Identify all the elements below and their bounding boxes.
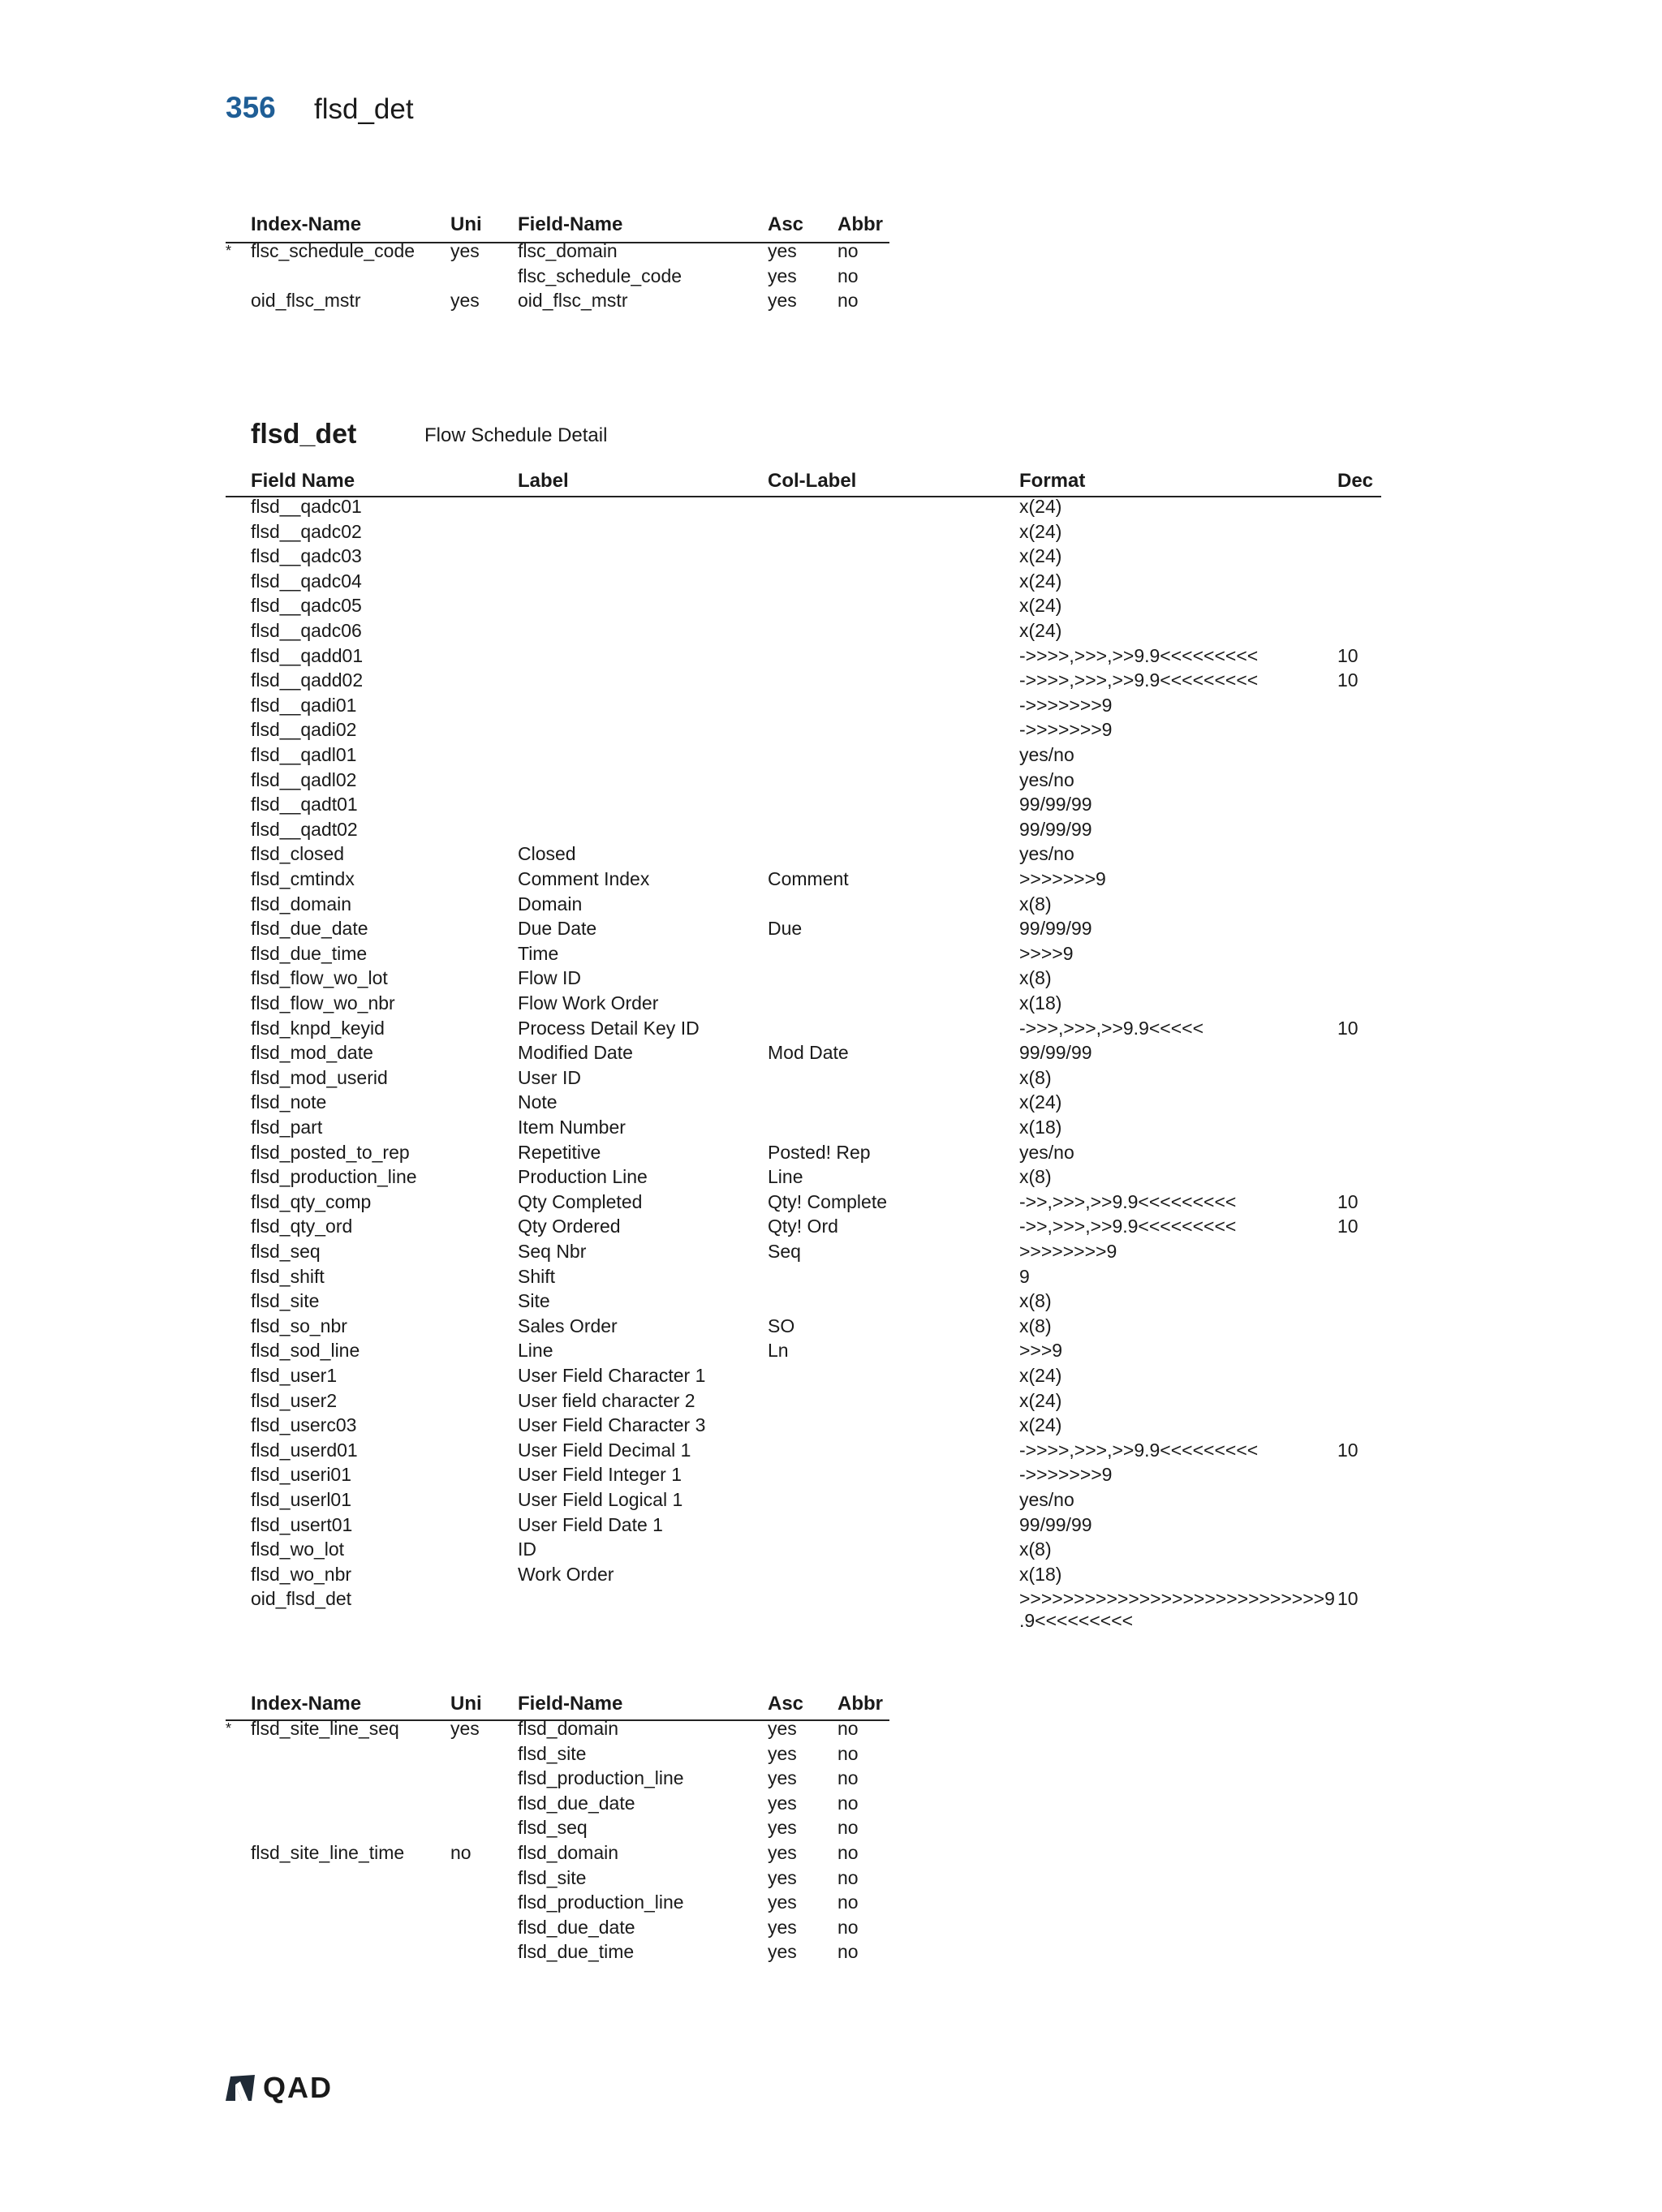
table-row [0, 966, 1662, 990]
primary-index-marker: * [226, 243, 232, 259]
table-row [0, 264, 1662, 288]
cell-label: Qty Completed [518, 1190, 643, 1212]
cell-format: x(24) [1019, 1365, 1062, 1386]
cell-field-name: flsd_domain [518, 1718, 619, 1739]
cell-format: ->>>>,>>>,>>9.9<<<<<<<<< [1019, 1439, 1259, 1461]
cell-format: yes/no [1019, 1141, 1074, 1163]
cell-field-name: flsd_site [518, 1866, 587, 1888]
cell-format: x(8) [1019, 1290, 1052, 1312]
table-row [0, 1716, 1662, 1741]
cell-abbr: no [837, 1941, 859, 1963]
cell-field-name: flsc_schedule_code [518, 265, 682, 286]
cell-label: Qty Ordered [518, 1216, 621, 1237]
table-row [0, 1840, 1662, 1865]
cell-format: ->>>>>>>9 [1019, 1464, 1113, 1486]
table-row [0, 1438, 1662, 1462]
cell-index-name: flsd_site_line_seq [251, 1718, 399, 1739]
cell-dec: 10 [1337, 1439, 1358, 1461]
cell-dec: 10 [1337, 669, 1358, 691]
cell-uni: yes [450, 240, 480, 261]
cell-field-name: flsd_seq [251, 1241, 321, 1262]
table-row [0, 239, 1662, 263]
cell-index-name: flsc_schedule_code [251, 240, 416, 261]
table-row [0, 1866, 1662, 1890]
table-row [0, 916, 1662, 940]
qad-logo-icon [224, 2073, 256, 2102]
cell-format: x(24) [1019, 496, 1062, 517]
cell-field-name: flsd_sod_line [251, 1340, 360, 1362]
table-row [0, 1586, 1662, 1632]
cell-index-name: oid_flsc_mstr [251, 290, 361, 312]
cell-abbr: no [837, 240, 859, 261]
cell-format: x(18) [1019, 1117, 1062, 1138]
cell-format: x(24) [1019, 1091, 1062, 1113]
cell-format: x(8) [1019, 893, 1052, 914]
table-row [0, 1562, 1662, 1586]
qad-logo-text: QAD [263, 2071, 333, 2104]
table-row [0, 544, 1662, 568]
cell-field-name: flsd_due_time [518, 1941, 635, 1963]
cell-format: ->>>>,>>>,>>9.9<<<<<<<<< [1019, 669, 1259, 691]
table-row [0, 742, 1662, 767]
col-abbr: Abbr [837, 213, 883, 235]
cell-label: Line [518, 1340, 553, 1362]
cell-field-name: flsd__qadi01 [251, 694, 357, 716]
cell-field-name: oid_flsd_det [251, 1588, 352, 1610]
cell-field-name: flsd_knpd_keyid [251, 1017, 385, 1039]
cell-format: x(24) [1019, 620, 1062, 641]
cell-asc: yes [768, 1891, 797, 1913]
col-asc: Asc [768, 213, 804, 235]
table-row [0, 1214, 1662, 1238]
cell-abbr: no [837, 1842, 859, 1863]
cell-field-name: flsd_wo_lot [251, 1539, 345, 1560]
cell-abbr: no [837, 1718, 859, 1739]
table-row [0, 1140, 1662, 1164]
cell-format: yes/no [1019, 744, 1074, 765]
cell-col-label: Mod Date [768, 1042, 849, 1064]
cell-abbr: no [837, 1817, 859, 1839]
table-row [0, 569, 1662, 593]
cell-label: User Field Logical 1 [518, 1489, 683, 1510]
cell-field-name: flsd_due_date [518, 1792, 635, 1814]
cell-label: ID [518, 1539, 536, 1560]
cell-label: Comment Index [518, 868, 650, 889]
cell-field-name: flsd__qadc01 [251, 496, 362, 517]
cell-field-name: flsd_flow_wo_nbr [251, 992, 395, 1013]
table-row [0, 1413, 1662, 1437]
cell-col-label: SO [768, 1315, 795, 1336]
cell-label: User Field Character 1 [518, 1365, 706, 1386]
table-row [0, 717, 1662, 742]
cell-asc: yes [768, 1718, 797, 1739]
cell-format: x(8) [1019, 1539, 1052, 1560]
cell-field-name: flsd_mod_date [251, 1042, 373, 1064]
table-row [0, 817, 1662, 841]
cell-format: x(18) [1019, 992, 1062, 1013]
cell-field-name: flsd_production_line [251, 1166, 417, 1188]
cell-format: yes/no [1019, 768, 1074, 790]
cell-asc: yes [768, 1941, 797, 1963]
cell-label: User Field Date 1 [518, 1513, 663, 1535]
cell-format: x(24) [1019, 520, 1062, 542]
table-row [0, 1289, 1662, 1313]
cell-label: Modified Date [518, 1042, 633, 1064]
cell-label: Production Line [518, 1166, 648, 1188]
cell-field-name: flsd_useri01 [251, 1464, 352, 1486]
cell-format-continued: .9<<<<<<<<< [1019, 1610, 1134, 1632]
cell-field-name: flsd_part [251, 1117, 323, 1138]
cell-field-name: flsd_cmtindx [251, 868, 355, 889]
cell-asc: yes [768, 1916, 797, 1938]
cell-field-name: flsd__qadl01 [251, 744, 357, 765]
cell-field-name: flsd_domain [251, 893, 352, 914]
table-row [0, 288, 1662, 312]
cell-format: ->>,>>>,>>9.9<<<<<<<<< [1019, 1190, 1237, 1212]
cell-field-name: flsd__qadc06 [251, 620, 362, 641]
page-section-title: flsd_det [314, 93, 414, 125]
cell-dec: 10 [1337, 1588, 1358, 1610]
cell-format: x(24) [1019, 595, 1062, 617]
cell-label: Repetitive [518, 1141, 601, 1163]
table-row [0, 1065, 1662, 1090]
col-abbr: Abbr [837, 1693, 883, 1715]
table-row [0, 892, 1662, 916]
cell-col-label: Posted! Rep [768, 1141, 871, 1163]
cell-field-name: flsd_so_nbr [251, 1315, 347, 1336]
cell-abbr: no [837, 265, 859, 286]
table-row [0, 1939, 1662, 1964]
cell-field-name: flsd_qty_comp [251, 1190, 372, 1212]
col-field-name: Field-Name [518, 213, 623, 235]
table-row [0, 1815, 1662, 1840]
cell-format: 99/99/99 [1019, 818, 1092, 840]
table-row [0, 1090, 1662, 1114]
table-row [0, 1264, 1662, 1289]
cell-asc: yes [768, 265, 797, 286]
cell-format: ->>,>>>,>>9.9<<<<<<<<< [1019, 1216, 1237, 1237]
cell-field-name: flsd__qadl02 [251, 768, 357, 790]
cell-field-name: flsd_production_line [518, 1767, 684, 1789]
page-number: 356 [226, 91, 276, 124]
cell-format: 99/99/99 [1019, 1513, 1092, 1535]
cell-format: x(8) [1019, 1315, 1052, 1336]
cell-format: x(24) [1019, 1414, 1062, 1436]
cell-field-name: flsd__qadc03 [251, 545, 362, 567]
cell-field-name: flsd_userd01 [251, 1439, 358, 1461]
cell-asc: yes [768, 1792, 797, 1814]
col-asc: Asc [768, 1693, 804, 1715]
cell-label: Due Date [518, 918, 597, 940]
cell-label: Shift [518, 1265, 556, 1287]
qad-logo [224, 2072, 346, 2104]
table-row [0, 768, 1662, 792]
cell-field-name: flsd_due_time [251, 942, 368, 964]
cell-asc: yes [768, 1767, 797, 1789]
table-row [0, 1537, 1662, 1561]
table-row [0, 519, 1662, 544]
cell-col-label: Comment [768, 868, 849, 889]
cell-abbr: no [837, 1742, 859, 1764]
cell-field-name: oid_flsc_mstr [518, 290, 628, 312]
cell-label: Process Detail Key ID [518, 1017, 700, 1039]
cell-format: >>>>>>>9 [1019, 868, 1106, 889]
cell-field-name: flsd_userc03 [251, 1414, 357, 1436]
cell-col-label: Qty! Complete [768, 1190, 887, 1212]
cell-field-name: flsd_mod_userid [251, 1066, 388, 1088]
table-row [0, 1239, 1662, 1263]
cell-abbr: no [837, 1916, 859, 1938]
cell-field-name: flsd__qadd02 [251, 669, 364, 691]
cell-format: x(8) [1019, 967, 1052, 989]
table-row [0, 593, 1662, 618]
cell-label: User Field Character 3 [518, 1414, 706, 1436]
cell-field-name: flsd_shift [251, 1265, 325, 1287]
cell-format: 99/99/99 [1019, 918, 1092, 940]
cell-format: x(24) [1019, 570, 1062, 592]
cell-field-name: flsd_user1 [251, 1365, 338, 1386]
table-row [0, 1462, 1662, 1487]
cell-uni: no [450, 1842, 471, 1863]
table-name: flsd_det [251, 419, 357, 450]
cell-label: Work Order [518, 1563, 614, 1585]
cell-label: User Field Integer 1 [518, 1464, 682, 1486]
cell-label: Site [518, 1290, 550, 1312]
cell-col-label: Line [768, 1166, 803, 1188]
cell-format: ->>>>,>>>,>>9.9<<<<<<<<< [1019, 644, 1259, 666]
cell-label: Domain [518, 893, 583, 914]
cell-field-name: flsd_closed [251, 843, 345, 865]
cell-asc: yes [768, 1866, 797, 1888]
cell-asc: yes [768, 1742, 797, 1764]
table-row [0, 841, 1662, 866]
table-row [0, 1791, 1662, 1815]
cell-field-name: flsd__qadd01 [251, 644, 364, 666]
cell-field-name: flsd_site [518, 1742, 587, 1764]
col-uni: Uni [450, 1693, 482, 1715]
cell-col-label: Ln [768, 1340, 789, 1362]
table-row [0, 1115, 1662, 1139]
table-row [0, 618, 1662, 643]
table-row [0, 1016, 1662, 1040]
cell-dec: 10 [1337, 644, 1358, 666]
cell-format: x(18) [1019, 1563, 1062, 1585]
cell-label: User Field Decimal 1 [518, 1439, 691, 1461]
cell-label: Note [518, 1091, 558, 1113]
cell-index-name: flsd_site_line_time [251, 1842, 405, 1863]
col-index-name: Index-Name [251, 1693, 362, 1715]
table-row [0, 1487, 1662, 1512]
cell-col-label: Due [768, 918, 803, 940]
cell-col-label: Qty! Ord [768, 1216, 838, 1237]
cell-label: User ID [518, 1066, 581, 1088]
cell-label: Item Number [518, 1117, 626, 1138]
cell-label: Sales Order [518, 1315, 618, 1336]
cell-field-name: flsd__qadt02 [251, 818, 358, 840]
cell-format: yes/no [1019, 1489, 1074, 1510]
cell-field-name: flsd__qadt01 [251, 794, 358, 816]
col-format: Format [1019, 470, 1086, 492]
table-row [0, 1338, 1662, 1362]
cell-asc: yes [768, 1817, 797, 1839]
cell-label: Flow Work Order [518, 992, 659, 1013]
cell-label: Time [518, 942, 559, 964]
cell-format: >>>9 [1019, 1340, 1063, 1362]
cell-format: >>>>>>>>>>>>>>>>>>>>>>>>>>>>9 [1019, 1588, 1335, 1610]
cell-format: x(8) [1019, 1066, 1052, 1088]
cell-abbr: no [837, 290, 859, 312]
cell-field-name: flsc_domain [518, 240, 618, 261]
cell-format: yes/no [1019, 843, 1074, 865]
table-row [0, 867, 1662, 891]
cell-format: ->>>>>>>9 [1019, 694, 1113, 716]
cell-uni: yes [450, 1718, 480, 1739]
table-row [0, 1164, 1662, 1189]
cell-field-name: flsd_userl01 [251, 1489, 352, 1510]
col-uni: Uni [450, 213, 482, 235]
cell-label: Closed [518, 843, 576, 865]
cell-field-name: flsd_due_date [251, 918, 368, 940]
cell-col-label: Seq [768, 1241, 801, 1262]
cell-format: x(24) [1019, 1389, 1062, 1411]
cell-field-name: flsd__qadc05 [251, 595, 362, 617]
table-row [0, 1766, 1662, 1790]
cell-asc: yes [768, 290, 797, 312]
cell-field-name: flsd_due_date [518, 1916, 635, 1938]
table-row [0, 668, 1662, 692]
table-row [0, 1314, 1662, 1338]
col-col-label: Col-Label [768, 470, 857, 492]
cell-field-name: flsd_posted_to_rep [251, 1141, 410, 1163]
table-row [0, 1040, 1662, 1065]
cell-format: 99/99/99 [1019, 1042, 1092, 1064]
cell-format: >>>>9 [1019, 942, 1074, 964]
cell-label: User field character 2 [518, 1389, 695, 1411]
cell-field-name: flsd_domain [518, 1842, 619, 1863]
cell-field-name: flsd_flow_wo_lot [251, 967, 388, 989]
cell-dec: 10 [1337, 1190, 1358, 1212]
cell-uni: yes [450, 290, 480, 312]
cell-abbr: no [837, 1792, 859, 1814]
cell-abbr: no [837, 1767, 859, 1789]
cell-format: x(24) [1019, 545, 1062, 567]
cell-field-name: flsd_site [251, 1290, 320, 1312]
cell-format: ->>>>>>>9 [1019, 719, 1113, 741]
cell-field-name: flsd_user2 [251, 1389, 338, 1411]
table-description: Flow Schedule Detail [424, 424, 608, 446]
cell-asc: yes [768, 240, 797, 261]
cell-field-name: flsd_production_line [518, 1891, 684, 1913]
cell-field-name: flsd__qadi02 [251, 719, 357, 741]
cell-field-name: flsd__qadc02 [251, 520, 362, 542]
col-field-name: Field Name [251, 470, 355, 492]
cell-label: Flow ID [518, 967, 581, 989]
table-row [0, 1388, 1662, 1413]
col-index-name: Index-Name [251, 213, 362, 235]
col-dec: Dec [1337, 470, 1374, 492]
table-row [0, 693, 1662, 717]
table-row [0, 792, 1662, 816]
cell-field-name: flsd_note [251, 1091, 327, 1113]
cell-dec: 10 [1337, 1216, 1358, 1237]
cell-format: 99/99/99 [1019, 794, 1092, 816]
table-row [0, 991, 1662, 1015]
table-row [0, 1363, 1662, 1388]
cell-field-name: flsd__qadc04 [251, 570, 362, 592]
cell-field-name: flsd_qty_ord [251, 1216, 353, 1237]
table-row [0, 643, 1662, 668]
cell-format: 9 [1019, 1265, 1030, 1287]
cell-format: x(8) [1019, 1166, 1052, 1188]
cell-field-name: flsd_usert01 [251, 1513, 353, 1535]
cell-format: ->>>,>>>,>>9.9<<<<< [1019, 1017, 1204, 1039]
col-field-name: Field-Name [518, 1693, 623, 1715]
cell-field-name: flsd_wo_nbr [251, 1563, 352, 1585]
cell-field-name: flsd_seq [518, 1817, 588, 1839]
table-row [0, 1741, 1662, 1766]
cell-format: >>>>>>>>9 [1019, 1241, 1117, 1262]
cell-asc: yes [768, 1842, 797, 1863]
table-row [0, 1890, 1662, 1914]
col-label: Label [518, 470, 569, 492]
table-row [0, 1513, 1662, 1537]
cell-dec: 10 [1337, 1017, 1358, 1039]
table-row [0, 1190, 1662, 1214]
cell-label: Seq Nbr [518, 1241, 587, 1262]
table-row [0, 494, 1662, 519]
primary-index-marker: * [226, 1720, 232, 1736]
cell-abbr: no [837, 1866, 859, 1888]
table-row [0, 941, 1662, 966]
cell-abbr: no [837, 1891, 859, 1913]
table-row [0, 1915, 1662, 1939]
